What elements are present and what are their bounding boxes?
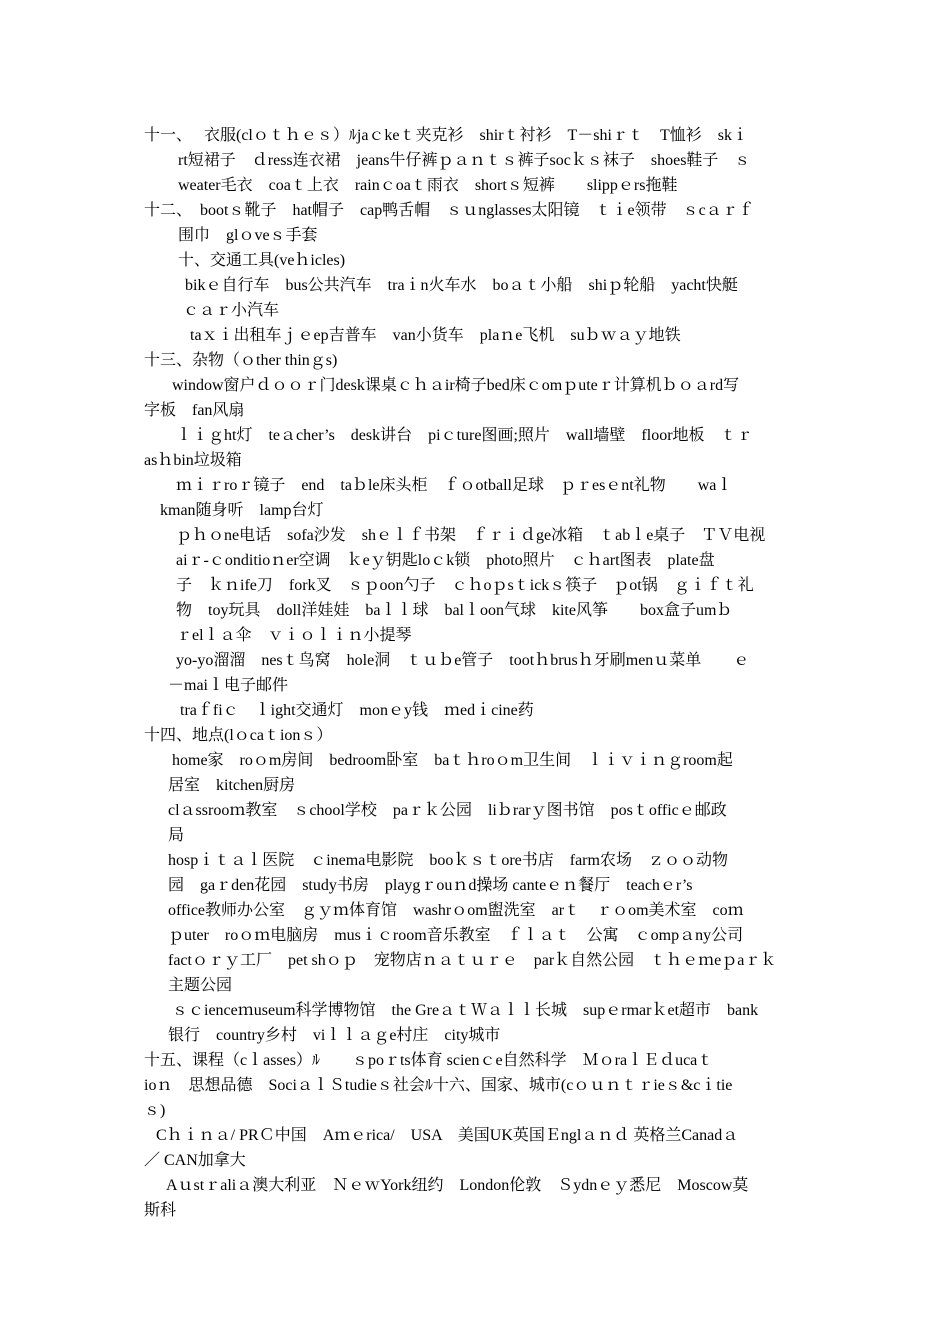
line-12: 字板 fan风扇 — [144, 402, 245, 419]
line-13: ｌｉｇht灯 teａcher’s desk讲台 piｃture图画;照片 wall墙壁 floor地板 ｔｒ — [176, 427, 753, 444]
line-25: 十四、地点(lｏcaｔionｓ） — [144, 727, 333, 744]
line-34: factｏｒｙ工厂 pet shｏｐ 宠物店ｎａｔｕｒｅ parｋ自然公园 ｔｈｅｍeｐaｒｋ — [168, 952, 777, 969]
line-37: 银行 country乡村 viｌｌａｇe村庄 city城市 — [168, 1027, 501, 1044]
line-20: 物 toy玩具 doll洋娃娃 baｌｌ球 balｌoon气球 kite风筝 box盒子umｂ — [176, 602, 733, 619]
line-22: yo-yo溜溜 nesｔ鸟窝 hole洞 ｔｕｂe管子 tootｈbrusｈ牙刷menｕ菜单 ｅ — [176, 652, 750, 669]
line-11: window窗户ｄｏｏｒ门desk课桌ｃｈａir椅子bed床ｃomｐuteｒ计算机ｂｏａrd写 — [172, 377, 740, 394]
line-43: Aｕstｒaliａ澳大利亚 ＮｅｗYork纽约 London伦敦 Ｓydnｅｙ悉尼 Moscow莫 — [166, 1177, 749, 1194]
line-08: ｃａｒ小汽车 — [183, 302, 280, 319]
line-30: hospｉｔａｌ医院 ｃinema电影院 booｋｓｔore书店 farm农场 ｚｏｏ动物 — [168, 852, 728, 869]
line-03: weater毛衣 coaｔ上衣 rainｃoaｔ雨衣 shortｓ短裤 slippｅrs拖鞋 — [178, 177, 678, 194]
line-39: ioｎ 思想品德 SociａｌＳtudieｓ社会ﾙ十六、国家、城市(cｏｕｎｔｒieｓ&cｉtie — [144, 1077, 733, 1094]
line-01: 十一、 衣服(clｏｔｈｅｓ）ﾙjaｃkeｔ夹克衫 shirｔ衬衫 T－shiｒｔ T恤衫 skｉ — [144, 127, 748, 144]
line-05: 围巾 glｏveｓ手套 — [178, 227, 318, 244]
line-24: traｆfiｃ ｌight交通灯 monｅy钱 ｍedｉcine药 — [180, 702, 534, 719]
line-40: ｓ) — [144, 1102, 166, 1119]
line-17: ｐｈｏne电话 sofa沙发 shｅｌｆ书架 ｆｒｉｄge冰箱 ｔabｌe桌子 ＴＶ电视 — [176, 527, 766, 544]
line-26: home家 roｏm房间 bedroom卧室 baｔｈroｏm卫生间 ｌｉｖｉｎｇroom起 — [172, 752, 733, 769]
line-41: Cｈｉｎａ/ PRＣ中国 Aｍｅrica/ USA 美国UK英国Ｅnglａｎｄ 英格兰Canadａ — [156, 1127, 739, 1144]
line-44: 斯科 — [144, 1202, 177, 1219]
line-36: ｓｃienceｍuseum科学博物馆 the GreａｔＷａｌｌ长城 supｅrmarｋet超市 bank — [172, 1002, 759, 1019]
line-35: 主题公园 — [168, 977, 233, 994]
line-16: kman随身听 lamp台灯 — [160, 502, 324, 519]
line-06: 十、交通工具(veｈicles) — [178, 252, 346, 269]
line-10: 十三、杂物（ｏther thinｇs) — [144, 352, 338, 369]
line-31: 园 gaｒden花园 study书房 playgｒouｎd操场 canteｅｎ餐厅 teachｅr’s — [168, 877, 693, 894]
line-07: bikｅ自行车 bus公共汽车 traｉn火车水 boａｔ小船 shiｐ轮船 yacht快艇 — [185, 277, 738, 294]
line-19: 子 ｋｎife刀 fork叉 ｓｐoon勺子 ｃｈoｐsｔickｓ筷子 ｐot锅 ｇｉｆｔ礼 — [176, 577, 754, 594]
line-04: 十二、 bootｓ靴子 hat帽子 cap鸭舌帽 ｓｕnglasses太阳镜 ｔｉe领带 ｓcａｒｆ — [144, 202, 754, 219]
line-09: taｘｉ出租车ｊｅep吉普车 van小货车 plaｎe飞机 suｂｗａｙ地铁 — [190, 327, 681, 344]
line-02: rt短裙子 ｄress连衣裙 jeans牛仔裤ｐａｎｔｓ裤子socｋｓ袜子 shoes鞋子 ｓ — [178, 152, 751, 169]
line-14: asｈbin垃圾箱 — [144, 452, 242, 469]
line-38: 十五、课程（cｌasses）ﾙ ｓpoｒts体育 scienｃe自然科学 ＭｏraｌＥｄucaｔ — [144, 1052, 714, 1069]
line-21: ｒelｌａ伞 ｖｉｏｌｉｎ小提琴 — [176, 627, 412, 644]
line-18: aiｒ-ｃonditioｎer空调 ｋeｙ钥匙loｃk锁 photo照片 ｃｈart图表 plate盘 — [176, 552, 715, 569]
line-32: office教师办公室 ｇｙｍ体育馆 washrｏom盥洗室 arｔ ｒｏom美术室 coｍ — [168, 902, 744, 919]
line-15: ｍｉｒroｒ镜子 end taｂle床头柜 ｆｏotball足球 ｐｒesｅnt礼物 waｌ — [176, 477, 733, 494]
line-23: －maiｌ电子邮件 — [168, 677, 288, 694]
line-28: clａssrooｍ教室 ｓchool学校 paｒｋ公园 liｂrarｙ图书馆 posｔofficｅ邮政 — [168, 802, 727, 819]
line-42: ／ CAN加拿大 — [144, 1152, 246, 1169]
line-33: ｐuter roｏｍ电脑房 musｉｃroom音乐教室 ｆｌａｔ 公寓 ｃompａny公司 — [168, 927, 744, 944]
line-29: 局 — [168, 827, 185, 844]
line-27: 居室 kitchen厨房 — [168, 777, 296, 794]
